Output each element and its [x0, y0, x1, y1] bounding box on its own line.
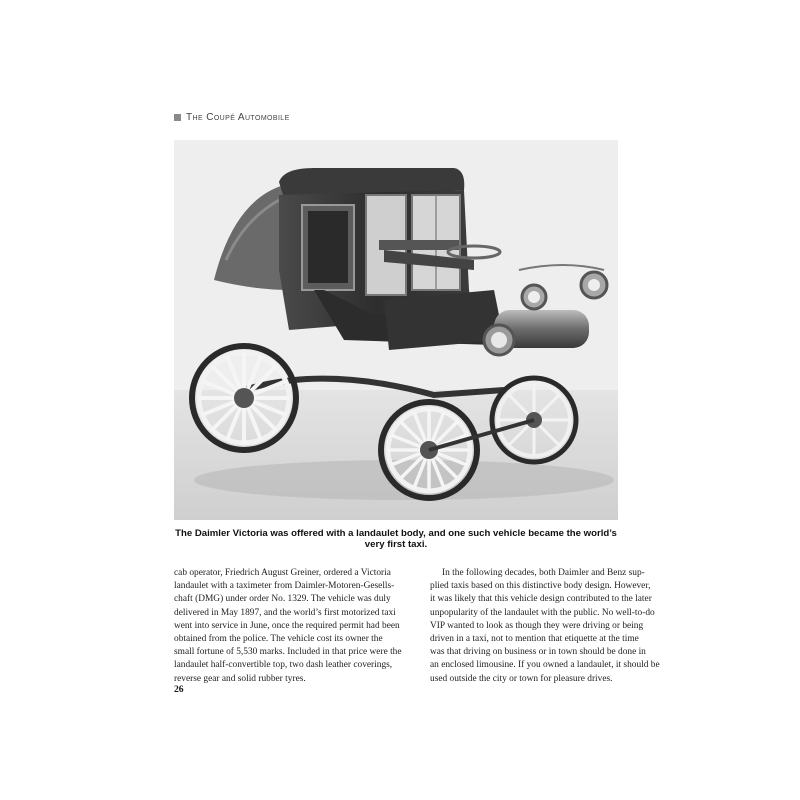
text-line: reverse gear and solid rubber tyres. [174, 673, 306, 684]
paragraph [174, 567, 402, 686]
text-line: plied taxis based on this distinctive body design. However, [430, 581, 651, 592]
text-line: it was likely that this vehicle design contributed to the later [430, 594, 652, 605]
text-line: used outside the city or town for pleasure drives. [430, 673, 613, 684]
daimler-victoria-illustration [174, 140, 618, 520]
text-line: was that driving on business or in town should be done in [430, 647, 646, 658]
text-line: VIP wanted to look as though they were driving or being [430, 620, 644, 631]
text-line: delivered in May 1897, and the world’s first motorized taxi [174, 607, 396, 618]
text-line: unpopularity of the landaulet with the public. No well-to-do [430, 607, 655, 618]
text-line: chaft (DMG) under order No. 1329. The vehicle was duly [174, 594, 391, 605]
rear-wheel [192, 346, 296, 450]
text-line: driven in a taxi, not to mention that etiquette at the time [430, 634, 639, 645]
text-line: cab operator, Friedrich August Greiner, ordered a Victoria [174, 568, 391, 578]
body-column-right [418, 567, 660, 686]
text-line: an enclosed limousine. If you owned a landaulet, it should be [430, 660, 660, 671]
text-line: landaulet half-convertible top, two dash leather coverings, [174, 660, 393, 671]
vehicle-photo [174, 140, 618, 520]
text-line: obtained from the police. The vehicle cost its owner the [174, 634, 383, 645]
section-title: The Coupé Automobile [186, 112, 290, 123]
text-line: went into service in June, once the required permit had been [174, 620, 400, 631]
figure-caption: The Daimler Victoria was offered with a landaulet body, and one such vehicle became the world’s very first taxi. [175, 528, 617, 550]
running-head [174, 112, 290, 123]
text-line: landaulet with a taximeter from Daimler-Motoren-Gesells- [174, 581, 395, 592]
body-column-left [174, 567, 402, 686]
text-line: small fortune of 5,530 marks. Included in that price were the [174, 647, 402, 658]
paragraph [418, 567, 660, 686]
section-square-icon [174, 114, 181, 121]
page-number: 26 [174, 684, 184, 695]
text-line: In the following decades, both Daimler and Benz sup- [442, 568, 645, 578]
